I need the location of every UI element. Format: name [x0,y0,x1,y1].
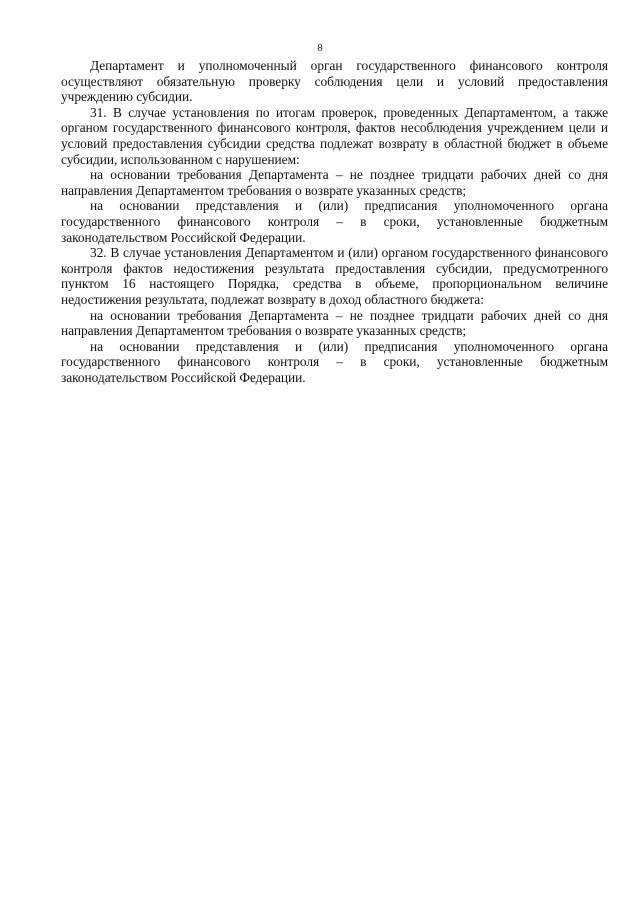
page-number: 8 [317,42,323,54]
paragraph-31-department-requirement: на основании требования Департамента – не позднее тридцати рабочих дней со дня направления Департаментом требования о возврате указанных средств; [61,167,608,198]
paragraph-control-check: Департамент и уполномоченный орган государственного финансового контроля осуществляют обязательную проверку соблюдения цели и условий предоставления учреждению субсидии. [61,58,608,105]
paragraph-31-control-body-order: на основании представления и (или) предписания уполномоченного органа государственного финансового контроля – в сроки, установленные бюджетным законодательством Российской Федерации. [61,198,608,245]
paragraph-32: 32. В случае установления Департаментом и (или) органом государственного финансового контроля фактов недостижения результата предоставления субсидии, предусмотренного пунктом 16 настоящего Порядка, средства в объеме, пропорциональном величине недостижения результата, подлежат возврату в доход областного бюджета: [61,245,608,307]
paragraph-32-control-body-order: на основании представления и (или) предписания уполномоченного органа государственного финансового контроля – в сроки, установленные бюджетным законодательством Российской Федерации. [61,338,608,385]
paragraph-31: 31. В случае установления по итогам проверок, проведенных Департаментом, а также органом государственного финансового контроля, фактов несоблюдения учреждением цели и условий предоставления субсидии средства подлежат возврату в областной бюджет в объеме субсидии, использованном с нарушением: [61,104,608,167]
document-body [61,58,608,385]
paragraph-32-department-requirement: на основании требования Департамента – не позднее тридцати рабочих дней со дня направления Департаментом требования о возврате указанных средств; [61,307,608,339]
